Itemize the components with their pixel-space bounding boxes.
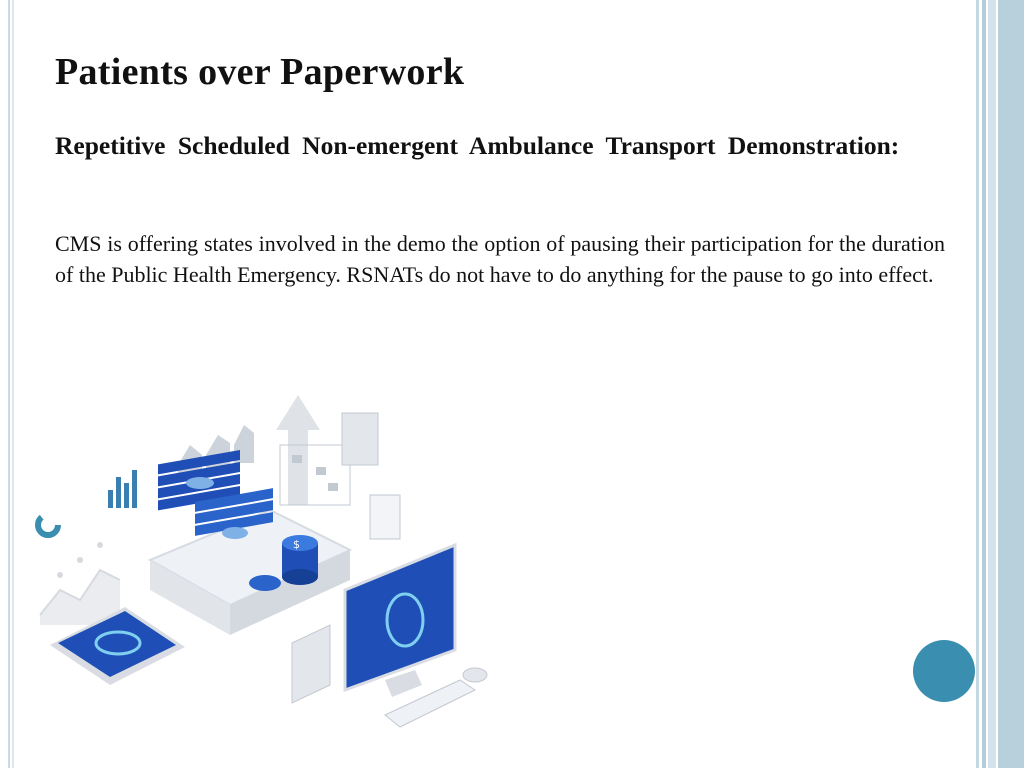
platform <box>150 510 350 635</box>
finance-technology-illustration <box>30 385 500 745</box>
bar-chart-icon <box>108 470 137 508</box>
left-border-line-inner <box>12 0 14 768</box>
mouse-icon <box>463 668 487 682</box>
line-chart-icon <box>40 542 120 625</box>
donut-chart-icon <box>38 515 58 535</box>
slide-body-text: CMS is offering states involved in the demo the option of pausing their participation for the duration of the Public Health Emergency. RSNATs do not have to do anything for the pause to go into effect. <box>55 231 945 287</box>
slide-subtitle: Repetitive Scheduled Non-emergent Ambulance Transport Demonstration: <box>55 131 900 160</box>
right-striped-border <box>976 0 1024 768</box>
arrow-up-icon <box>276 395 320 505</box>
slide-title: Patients over Paperwork <box>55 51 465 93</box>
form-document-icon <box>292 625 330 703</box>
left-border-line <box>8 0 10 768</box>
svg-text:$: $ <box>293 538 300 551</box>
computer-monitor-icon <box>345 545 455 697</box>
document-icon <box>342 413 400 539</box>
accent-circle <box>913 640 975 702</box>
